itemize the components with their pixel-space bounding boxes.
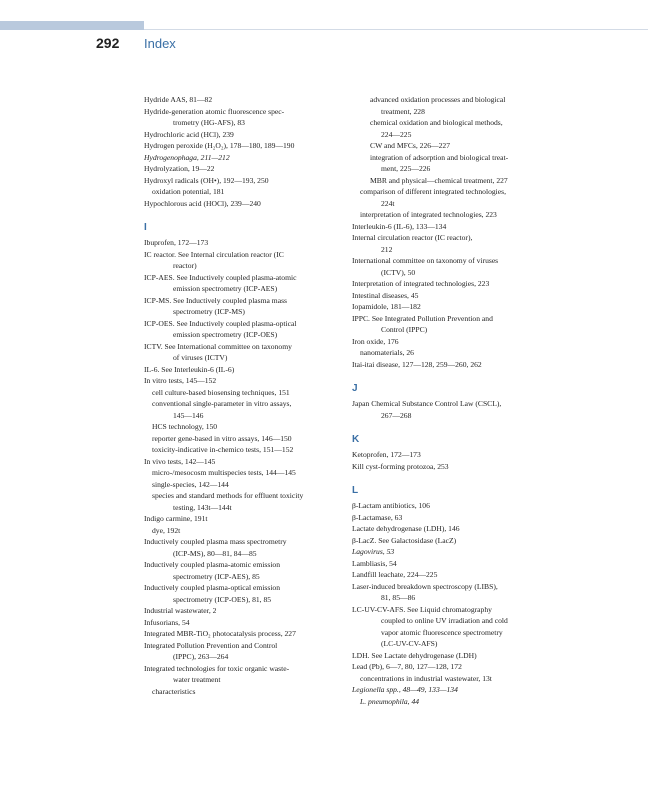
index-entry: Interpretation of integrated technologies, 223 [352, 279, 490, 288]
index-entry: emission spectrometry (ICP-AES) [173, 284, 278, 293]
index-entry: ICP-OES. See Inductively coupled plasma-optical [144, 318, 297, 328]
index-entry: β-Lactamase, 63 [352, 512, 403, 522]
index-entry: ICP-MS. See Inductively coupled plasma mass [144, 295, 287, 305]
index-entry: IC reactor. See Internal circulation reactor (IC [144, 249, 284, 259]
index-entry: concentrations in industrial wastewater, 13t [360, 673, 492, 683]
index-entry: single-species, 142—144 [152, 479, 229, 489]
index-entry: Intestinal diseases, 45 [352, 290, 419, 300]
index-entry: reporter gene-based in vitro assays, 146—150 [152, 433, 292, 443]
index-entry: Iopamidole, 181—182 [352, 302, 421, 311]
index-entry: (ICP-MS), 80—81, 84—85 [173, 548, 257, 558]
index-entry: 267—268 [381, 410, 412, 420]
index-entry: Hypochlorous acid (HOCl), 239—240 [144, 198, 261, 208]
index-entry: cell culture-based biosensing techniques, 151 [152, 387, 290, 397]
index-entry: chemical oxidation and biological methods, [370, 118, 503, 127]
index-entry: (ICTV), 50 [381, 267, 416, 277]
index-entry: In vivo tests, 142—145 [144, 456, 216, 466]
index-entry: LDH. See Lactate dehydrogenase (LDH) [352, 650, 477, 660]
index-entry: interpretation of integrated technologies, 223 [360, 210, 497, 219]
index-entry: Legionella spp., 48—49, 133—134 [352, 685, 458, 694]
running-head: Index [144, 36, 176, 51]
index-entry: Laser-induced breakdown spectroscopy (LIBS), [352, 581, 498, 591]
index-entry: Infusorians, 54 [144, 617, 190, 627]
index-entry: CW and MFCs, 226—227 [370, 141, 451, 150]
index-entry: Iron oxide, 176 [352, 336, 399, 346]
index-entry: Indigo carmine, 191t [144, 514, 208, 523]
section-letter-heading: J [352, 383, 358, 394]
index-entry: Inductively coupled plasma-optical emission [144, 583, 281, 592]
index-entry: Internal circulation reactor (IC reactor), [352, 233, 473, 242]
index-entry: LC-UV-CV-AFS. See Liquid chromatography [352, 604, 492, 614]
header-rule [144, 29, 648, 30]
index-entry: species and standard methods for effluent toxicity [152, 491, 304, 500]
index-column-left [144, 94, 344, 697]
index-entry: ment, 225—226 [381, 164, 431, 173]
section-letter-heading: K [352, 434, 360, 445]
index-entry: spectrometry (ICP-MS) [173, 307, 245, 316]
index-entry: Ketoprofen, 172—173 [352, 450, 421, 459]
index-entry: Landfill leachate, 224—225 [352, 570, 438, 579]
index-entry: water treatment [173, 675, 221, 684]
index-entry: Hydrogen peroxide (H₂O₂), 178—180, 189—190 [144, 141, 295, 150]
index-entry: (LC-UV-CV-AFS) [381, 639, 438, 648]
index-entry: spectrometry (ICP-OES), 81, 85 [173, 594, 272, 604]
index-entry: Lactate dehydrogenase (LDH), 146 [352, 524, 460, 533]
index-entry: Hydride AAS, 81—82 [144, 95, 213, 104]
index-entry: oxidation potential, 181 [152, 187, 225, 196]
section-letter-heading: L [352, 485, 359, 496]
index-entry: 145—146 [173, 410, 204, 420]
index-entry: Industrial wastewater, 2 [144, 606, 217, 615]
index-entry: spectrometry (ICP-AES), 85 [173, 571, 260, 581]
index-entry: of viruses (ICTV) [173, 353, 228, 362]
index-entry: IPPC. See Integrated Pollution Prevention and [352, 313, 493, 323]
index-entry: dye, 192t [152, 525, 181, 535]
index-entry: HCS technology, 150 [152, 422, 218, 431]
index-entry: conventional single-parameter in vitro assays, [152, 399, 292, 408]
index-entry: Kill cyst-forming protozoa, 253 [352, 461, 449, 471]
index-entry: 81, 85—86 [381, 593, 416, 602]
index-entry: Lead (Pb), 6—7, 80, 127—128, 172 [352, 662, 462, 671]
index-entry: Inductively coupled plasma-atomic emission [144, 560, 281, 569]
index-entry: β-Lactam antibiotics, 106 [352, 501, 430, 510]
index-entry: Integrated technologies for toxic organic waste- [144, 663, 290, 673]
index-entry: Inductively coupled plasma mass spectrometry [144, 537, 287, 546]
index-entry: advanced oxidation processes and biological [370, 95, 506, 104]
index-entry: trometry (HG-AFS), 83 [173, 118, 245, 127]
index-entry: comparison of different integrated technologies, [360, 187, 506, 196]
index-entry: Interleukin-6 (IL-6), 133—134 [352, 221, 447, 231]
index-entry: IL-6. See Interleukin-6 (IL-6) [144, 364, 235, 374]
index-entry: ICTV. See International committee on taxonomy [144, 341, 292, 351]
index-entry: Hydride-generation atomic fluorescence spec- [144, 106, 285, 116]
index-entry: β-LacZ. See Galactosidase (LacZ) [352, 535, 457, 545]
index-entry: In vitro tests, 145—152 [144, 376, 217, 385]
index-entry: (IPPC), 263—264 [173, 652, 229, 661]
index-column-right [352, 94, 548, 707]
index-entry: Lagovirus, 53 [352, 547, 395, 556]
index-entry: integration of adsorption and biological treat- [370, 152, 509, 162]
index-entry: 224t [381, 198, 395, 208]
index-entry: 212 [381, 244, 393, 254]
index-entry: ICP-AES. See Inductively coupled plasma-atomic [144, 272, 297, 282]
index-entry: Itai-itai disease, 127—128, 259—260, 262 [352, 359, 482, 369]
index-entry: coupled to online UV irradiation and cold [381, 616, 508, 625]
index-entry: micro-/mesocosm multispecies tests, 144—145 [152, 468, 296, 477]
index-entry: MBR and physical—chemical treatment, 227 [370, 175, 508, 185]
index-entry: Lambliasis, 54 [352, 558, 397, 568]
index-entry: reactor) [173, 261, 197, 270]
index-entry: Control (IPPC) [381, 325, 428, 334]
index-entry: 224—225 [381, 129, 412, 139]
index-entry: vapor atomic fluorescence spectrometry [381, 627, 503, 637]
index-entry: nanomaterials, 26 [360, 348, 414, 357]
index-entry: treatment, 228 [381, 106, 425, 116]
index-entry: emission spectrometry (ICP-OES) [173, 330, 278, 339]
header-accent-bar [0, 21, 144, 30]
page-number: 292 [96, 35, 120, 51]
section-letter-heading: I [144, 222, 147, 233]
index-entry: International committee on taxonomy of viruses [352, 256, 499, 265]
index-entry: characteristics [152, 686, 196, 696]
index-entry: L. pneumophila, 44 [360, 696, 420, 706]
index-entry: toxicity-indicative in-chemico tests, 151—152 [152, 445, 294, 454]
index-entry: Hydroxyl radicals (OH•), 192—193, 250 [144, 175, 269, 185]
index-entry: Japan Chemical Substance Control Law (CSCL), [352, 399, 502, 408]
index-entry: Integrated MBR-TiO₂ photocatalysis process, 227 [144, 629, 296, 638]
index-entry: Hydrochloric acid (HCl), 239 [144, 129, 234, 139]
index-entry: Integrated Pollution Prevention and Control [144, 640, 278, 650]
index-entry: Ibuprofen, 172—173 [144, 238, 209, 247]
index-entry: testing, 143t—144t [173, 502, 232, 512]
index-entry: Hydrogenophaga, 211—212 [144, 152, 230, 162]
index-entry: Hydrolyzation, 19—22 [144, 164, 215, 173]
